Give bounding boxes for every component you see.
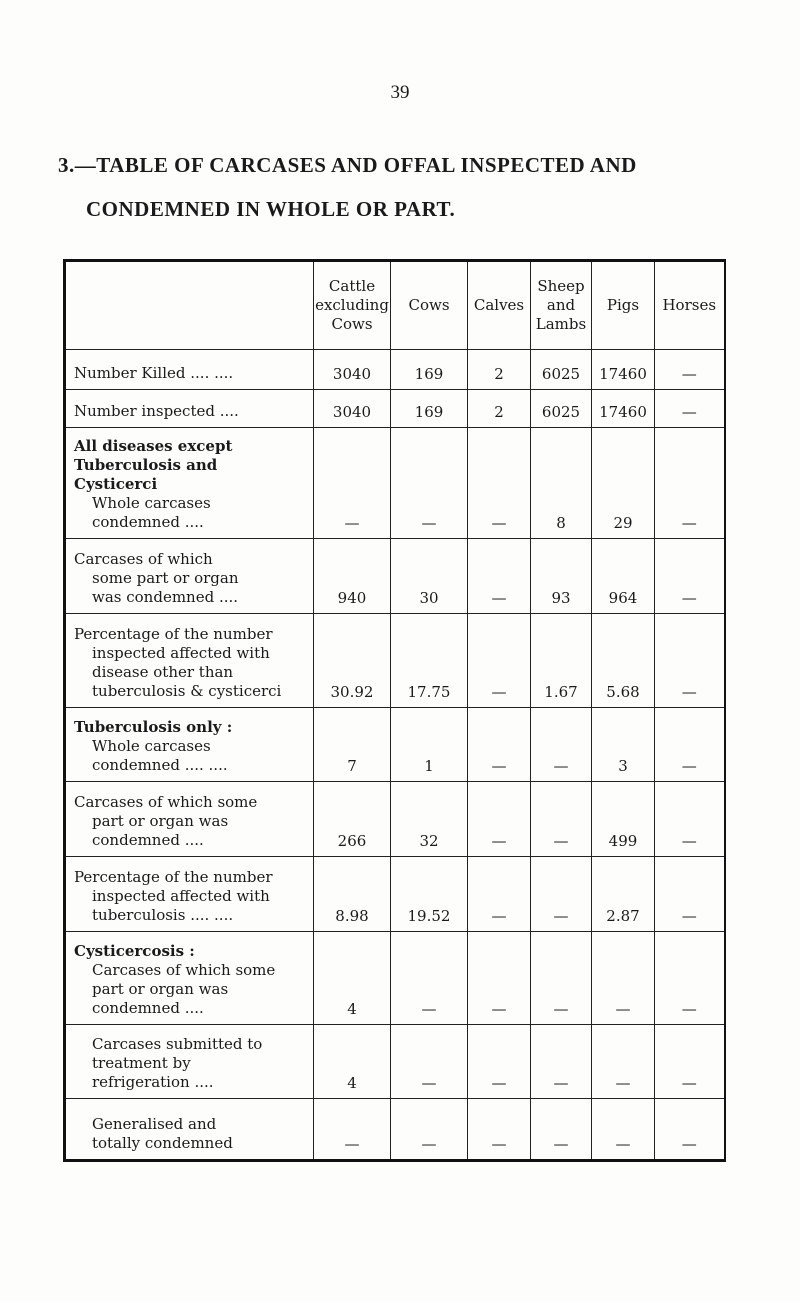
table-cell: — bbox=[531, 1025, 592, 1099]
table-cell: — bbox=[468, 614, 531, 708]
table-cell: — bbox=[531, 932, 592, 1025]
table-cell: — bbox=[531, 708, 592, 782]
table-cell: 6025 bbox=[531, 390, 592, 428]
table-cell: — bbox=[655, 1025, 725, 1099]
table-cell: 964 bbox=[592, 539, 655, 614]
row-label bbox=[65, 1099, 314, 1161]
table-cell: 499 bbox=[592, 782, 655, 857]
table-cell: — bbox=[468, 1099, 531, 1161]
table-cell: — bbox=[391, 1025, 468, 1099]
row-label-line: treatment by bbox=[92, 1054, 191, 1072]
header-row bbox=[65, 261, 725, 350]
row-label bbox=[65, 614, 314, 708]
header-cattle-l3: Cows bbox=[331, 315, 373, 333]
row-label-line: totally condemned bbox=[92, 1134, 233, 1152]
table-cell: 169 bbox=[391, 390, 468, 428]
page-number: 39 bbox=[390, 82, 410, 103]
table-cell: 1 bbox=[391, 708, 468, 782]
table-row bbox=[65, 539, 725, 614]
title-line-1: 3.—TABLE OF CARCASES AND OFFAL INSPECTED AND bbox=[58, 153, 637, 177]
row-label bbox=[65, 932, 314, 1025]
table-cell: — bbox=[531, 782, 592, 857]
row-label-line: tuberculosis .... .... bbox=[92, 906, 234, 924]
table-cell: 266 bbox=[314, 782, 391, 857]
table-cell: — bbox=[468, 857, 531, 932]
table-cell: 8 bbox=[531, 428, 592, 539]
header-cattle-l2: excluding bbox=[315, 296, 389, 314]
table-cell: — bbox=[655, 932, 725, 1025]
table-cell: — bbox=[531, 857, 592, 932]
section-heading: Cysticercosis : bbox=[74, 942, 195, 960]
table-row bbox=[65, 428, 725, 539]
table-cell: 169 bbox=[391, 350, 468, 390]
table-cell: — bbox=[391, 1099, 468, 1161]
table-cell: 940 bbox=[314, 539, 391, 614]
row-label-line: Carcases of which some bbox=[92, 961, 276, 979]
table-cell: 29 bbox=[592, 428, 655, 539]
table-cell: 4 bbox=[314, 1025, 391, 1099]
table-cell: — bbox=[531, 1099, 592, 1161]
row-label-line: condemned .... .... bbox=[92, 756, 228, 774]
table-cell: 3040 bbox=[314, 390, 391, 428]
table-cell: 3040 bbox=[314, 350, 391, 390]
table-cell: — bbox=[655, 614, 725, 708]
header-sheep-l2: and bbox=[546, 296, 576, 314]
table-row bbox=[65, 932, 725, 1025]
row-label-line: Carcases of which bbox=[74, 550, 213, 568]
table-cell: 17.75 bbox=[391, 614, 468, 708]
row-label-line: Carcases of which some bbox=[74, 793, 258, 811]
table-cell: 2 bbox=[468, 350, 531, 390]
row-label-line: part or organ was bbox=[92, 812, 229, 830]
table-cell: — bbox=[592, 1099, 655, 1161]
table-cell: 93 bbox=[531, 539, 592, 614]
table-cell: — bbox=[391, 428, 468, 539]
row-label-line: part or organ was bbox=[92, 980, 229, 998]
table-cell: — bbox=[592, 932, 655, 1025]
row-label-line: Whole carcases bbox=[92, 737, 211, 755]
row-label bbox=[65, 428, 314, 539]
table-cell: 30 bbox=[391, 539, 468, 614]
header-cattle bbox=[314, 261, 391, 350]
table-cell: — bbox=[655, 539, 725, 614]
table-cell: — bbox=[468, 539, 531, 614]
row-label: Number inspected .... bbox=[65, 390, 314, 428]
row-label-line: condemned .... bbox=[92, 831, 204, 849]
header-cattle-l1: Cattle bbox=[328, 277, 376, 295]
row-label-line: some part or organ bbox=[92, 569, 239, 587]
header-horses: Horses bbox=[655, 261, 725, 350]
table-cell: 4 bbox=[314, 932, 391, 1025]
row-label-line: condemned .... bbox=[92, 999, 204, 1017]
table-cell: 17460 bbox=[592, 390, 655, 428]
section-heading: Cysticerci bbox=[74, 475, 158, 493]
header-sheep bbox=[531, 261, 592, 350]
table-cell: — bbox=[314, 1099, 391, 1161]
header-sheep-l1: Sheep bbox=[537, 277, 585, 295]
table-cell: — bbox=[314, 428, 391, 539]
table-cell: 1.67 bbox=[531, 614, 592, 708]
table-row bbox=[65, 614, 725, 708]
row-label: Number Killed .... .... bbox=[65, 350, 314, 390]
row-label-line: inspected affected with bbox=[92, 644, 270, 662]
section-heading: Tuberculosis only : bbox=[74, 718, 233, 736]
table-cell: 30.92 bbox=[314, 614, 391, 708]
header-cows: Cows bbox=[391, 261, 468, 350]
table-cell: 2 bbox=[468, 390, 531, 428]
carcases-table bbox=[63, 259, 726, 1162]
table-cell: — bbox=[655, 350, 725, 390]
table-cell: — bbox=[655, 428, 725, 539]
row-label-line: tuberculosis & cysticerci bbox=[92, 682, 282, 700]
row-label-line: Percentage of the number bbox=[74, 625, 273, 643]
row-label-line: refrigeration .... bbox=[92, 1073, 214, 1091]
table-row bbox=[65, 390, 725, 428]
section-heading: Tuberculosis and bbox=[74, 456, 218, 474]
table-cell: 17460 bbox=[592, 350, 655, 390]
header-blank bbox=[65, 261, 314, 350]
table-cell: — bbox=[468, 932, 531, 1025]
table-cell: — bbox=[468, 782, 531, 857]
header-calves: Calves bbox=[468, 261, 531, 350]
row-label-line: Generalised and bbox=[92, 1115, 217, 1133]
table-row bbox=[65, 1099, 725, 1161]
table-cell: — bbox=[655, 1099, 725, 1161]
table-cell: 5.68 bbox=[592, 614, 655, 708]
table-cell: — bbox=[655, 708, 725, 782]
row-label bbox=[65, 539, 314, 614]
table-cell: — bbox=[391, 932, 468, 1025]
table-cell: 3 bbox=[592, 708, 655, 782]
table-row bbox=[65, 708, 725, 782]
table-cell: 32 bbox=[391, 782, 468, 857]
page-title bbox=[58, 143, 778, 231]
row-label-line: disease other than bbox=[92, 663, 234, 681]
row-label bbox=[65, 708, 314, 782]
title-line-2: CONDEMNED IN WHOLE OR PART. bbox=[86, 197, 456, 221]
table-cell: — bbox=[468, 428, 531, 539]
table-cell: — bbox=[655, 857, 725, 932]
row-label bbox=[65, 782, 314, 857]
table-cell: — bbox=[655, 782, 725, 857]
table-row bbox=[65, 857, 725, 932]
table-cell: — bbox=[592, 1025, 655, 1099]
table-row bbox=[65, 350, 725, 390]
table-row bbox=[65, 1025, 725, 1099]
row-label-line: Carcases submitted to bbox=[92, 1035, 263, 1053]
table-row bbox=[65, 782, 725, 857]
table-cell: — bbox=[655, 390, 725, 428]
header-pigs: Pigs bbox=[592, 261, 655, 350]
row-label-line: Whole carcases bbox=[92, 494, 211, 512]
row-label-line: Percentage of the number bbox=[74, 868, 273, 886]
row-label-line: condemned .... bbox=[92, 513, 204, 531]
row-label-line: inspected affected with bbox=[92, 887, 270, 905]
table-cell: 8.98 bbox=[314, 857, 391, 932]
row-label bbox=[65, 1025, 314, 1099]
section-heading: All diseases except bbox=[74, 437, 233, 455]
table-cell: — bbox=[468, 708, 531, 782]
table-cell: 2.87 bbox=[592, 857, 655, 932]
header-sheep-l3: Lambs bbox=[535, 315, 587, 333]
row-label bbox=[65, 857, 314, 932]
table-cell: 7 bbox=[314, 708, 391, 782]
table-cell: 19.52 bbox=[391, 857, 468, 932]
table-cell: — bbox=[468, 1025, 531, 1099]
table-cell: 6025 bbox=[531, 350, 592, 390]
row-label-line: was condemned .... bbox=[92, 588, 239, 606]
